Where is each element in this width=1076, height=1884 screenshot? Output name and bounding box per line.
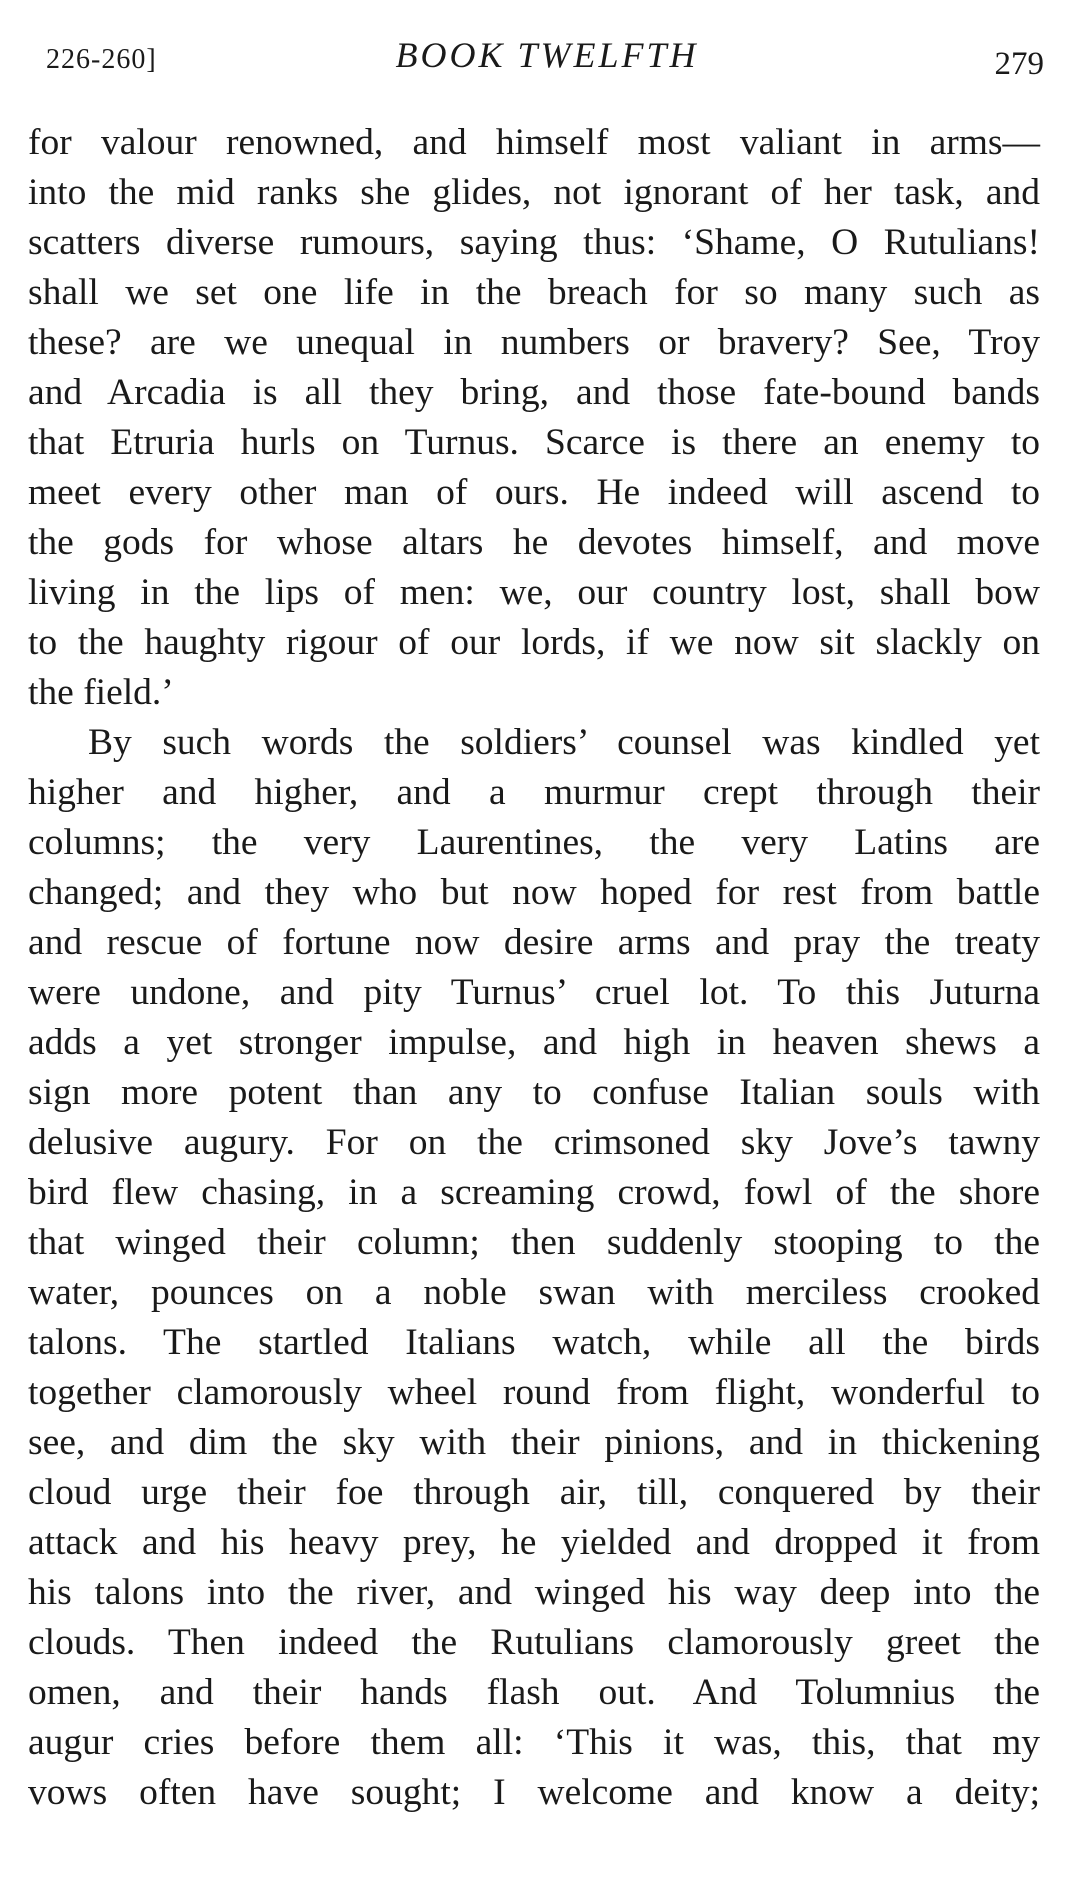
body-text — [28, 118, 1040, 1818]
text-line: that Etruria hurls on Turnus. Scarce is there an enemy to — [28, 422, 1040, 463]
text-line: the field.’ — [28, 672, 174, 713]
text-line: talons. The startled Italians watch, while all the birds — [28, 1322, 1040, 1363]
text-line: augur cries before them all: ‘This it was, this, that my — [28, 1722, 1040, 1763]
text-line: higher and higher, and a murmur crept through their — [28, 772, 1040, 813]
text-line: were undone, and pity Turnus’ cruel lot. To this Juturna — [28, 972, 1040, 1013]
text-line: and rescue of fortune now desire arms and pray the treaty — [28, 922, 1040, 963]
text-line: clouds. Then indeed the Rutulians clamorously greet the — [28, 1622, 1040, 1663]
text-line: to the haughty rigour of our lords, if we now sit slackly on — [28, 622, 1040, 663]
text-line: meet every other man of ours. He indeed will ascend to — [28, 472, 1040, 513]
paragraph — [28, 718, 1040, 1818]
text-line: his talons into the river, and winged his way deep into the — [28, 1572, 1040, 1613]
text-line: omen, and their hands flash out. And Tolumnius the — [28, 1672, 1040, 1713]
text-line: changed; and they who but now hoped for rest from battle — [28, 872, 1040, 913]
text-line: and Arcadia is all they bring, and those fate-bound bands — [28, 372, 1040, 413]
text-line: into the mid ranks she glides, not ignorant of her task, and — [28, 172, 1040, 213]
text-line: cloud urge their foe through air, till, conquered by their — [28, 1472, 1040, 1513]
text-line: water, pounces on a noble swan with merciless crooked — [28, 1272, 1040, 1313]
text-line: adds a yet stronger impulse, and high in heaven shews a — [28, 1022, 1040, 1063]
text-line: vows often have sought; I welcome and know a deity; — [28, 1772, 1040, 1813]
text-line: columns; the very Laurentines, the very Latins are — [28, 822, 1040, 863]
text-line: that winged their column; then suddenly stooping to the — [28, 1222, 1040, 1263]
text-line: for valour renowned, and himself most valiant in arms— — [28, 122, 1040, 163]
text-line: see, and dim the sky with their pinions, and in thickening — [28, 1422, 1040, 1463]
page-number: 279 — [994, 46, 1044, 82]
paragraph — [28, 118, 1040, 718]
running-head — [42, 34, 1052, 94]
text-line: these? are we unequal in numbers or bravery? See, Troy — [28, 322, 1040, 363]
book-title: BOOK TWELFTH — [395, 35, 699, 75]
text-line: sign more potent than any to confuse Italian souls with — [28, 1072, 1040, 1113]
text-line: bird flew chasing, in a screaming crowd, fowl of the shore — [28, 1172, 1040, 1213]
text-line: scatters diverse rumours, saying thus: ‘Shame, O Rutulians! — [28, 222, 1040, 263]
verse-range: 226-260] — [46, 44, 157, 75]
text-line: By such words the soldiers’ counsel was kindled yet — [88, 722, 1040, 763]
text-line: delusive augury. For on the crimsoned sky Jove’s tawny — [28, 1122, 1040, 1163]
text-line: the gods for whose altars he devotes himself, and move — [28, 522, 1040, 563]
text-line: living in the lips of men: we, our country lost, shall bow — [28, 572, 1040, 613]
text-line: shall we set one life in the breach for so many such as — [28, 272, 1040, 313]
text-line: attack and his heavy prey, he yielded and dropped it from — [28, 1522, 1040, 1563]
text-line: together clamorously wheel round from flight, wonderful to — [28, 1372, 1040, 1413]
